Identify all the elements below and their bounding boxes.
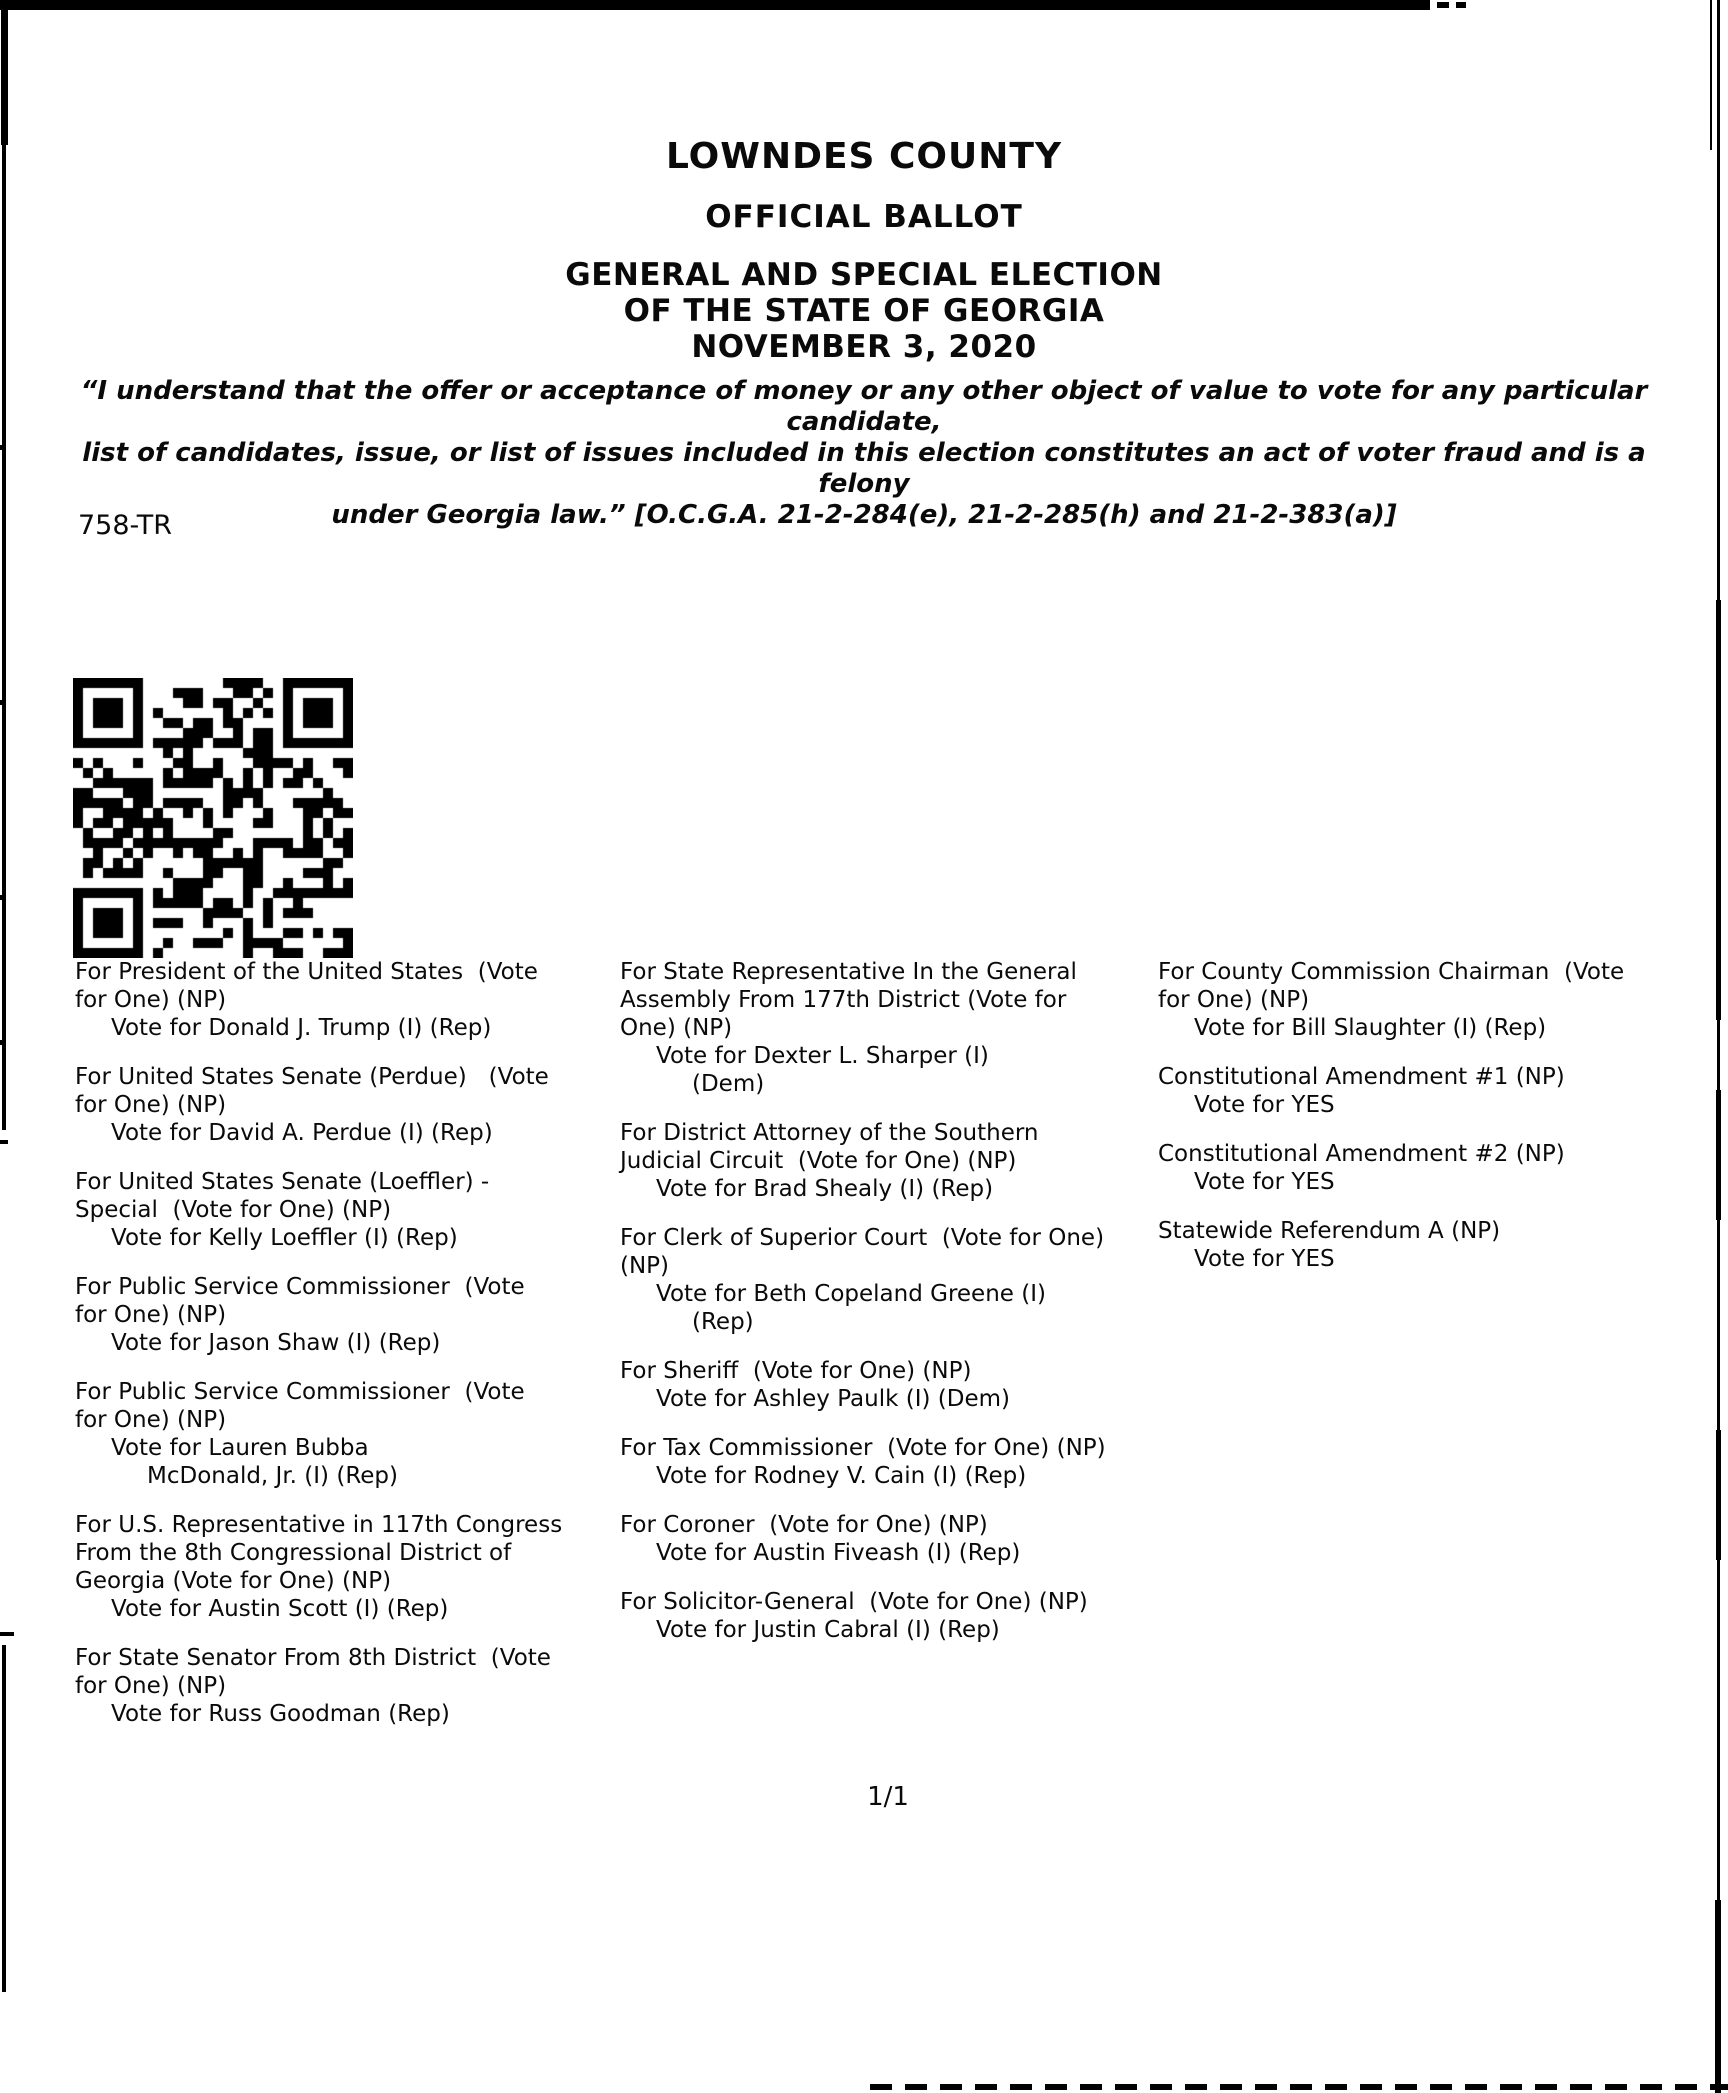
vote-summary-line: Vote for Russ Goodman (Rep) (111, 1701, 450, 1727)
contest-title-line: for One) (NP) (75, 1092, 227, 1118)
contest-title-line: Georgia (Vote for One) (NP) (75, 1568, 392, 1594)
ballot-header (40, 136, 1688, 365)
contest-block (620, 1224, 1160, 1336)
voter-fraud-disclaimer (60, 376, 1668, 531)
contest-block (620, 1357, 1160, 1413)
vote-summary-column-3 (1158, 958, 1693, 1294)
contest-title-line: From the 8th Congressional District of (75, 1540, 512, 1566)
election-title-line: OF THE STATE OF GEORGIA (623, 293, 1105, 329)
contest-title-line: (NP) (620, 1253, 670, 1279)
vote-summary-line: Vote for YES (1194, 1169, 1335, 1195)
top-border-line (0, 0, 1430, 10)
vote-summary-column-2 (620, 958, 1160, 1665)
contest-title-line: For Solicitor-General (Vote for One) (NP) (620, 1589, 1088, 1615)
contest-title-line: For Tax Commissioner (Vote for One) (NP) (620, 1435, 1106, 1461)
top-border-dash (1437, 2, 1449, 8)
scan-speck (0, 700, 6, 705)
precinct-code: 758-TR (78, 510, 173, 541)
vote-summary-line: McDonald, Jr. (I) (Rep) (147, 1463, 398, 1489)
contest-title-line: For United States Senate (Perdue) (Vote (75, 1064, 549, 1090)
contest-block (1158, 1063, 1693, 1119)
left-border-line (2, 1645, 6, 1992)
contest-title-line: Statewide Referendum A (NP) (1158, 1218, 1501, 1244)
vote-summary-line: Vote for Ashley Paulk (I) (Dem) (656, 1386, 1010, 1412)
contest-title-line: Judicial Circuit (Vote for One) (NP) (620, 1148, 1017, 1174)
disclaimer-line: list of candidates, issue, or list of issues included in this election constitutes an act of voter fraud and is a felony (82, 438, 1646, 499)
election-title-line: NOVEMBER 3, 2020 (691, 329, 1037, 365)
vote-summary-line: Vote for Donald J. Trump (I) (Rep) (111, 1015, 492, 1041)
vote-summary-line: (Dem) (692, 1071, 765, 1097)
contest-title-line: Constitutional Amendment #1 (NP) (1158, 1064, 1565, 1090)
right-border-line (1716, 1090, 1721, 1220)
contest-block (1158, 1140, 1693, 1196)
contest-title-line: for One) (NP) (1158, 987, 1310, 1013)
contest-title-line: Assembly From 177th District (Vote for (620, 987, 1067, 1013)
left-border-line (2, 0, 6, 1130)
scan-speck (0, 895, 6, 900)
vote-summary-line: Vote for Justin Cabral (I) (Rep) (656, 1617, 1000, 1643)
scan-speck (0, 1140, 8, 1144)
disclaimer-line: “I understand that the offer or acceptance of money or any other object of value to vote for any particular candidate, (80, 376, 1648, 437)
contest-block (620, 1119, 1160, 1203)
vote-summary-line: Vote for Lauren Bubba (111, 1435, 369, 1461)
contest-block (1158, 1217, 1693, 1273)
scan-speck (0, 445, 6, 450)
vote-summary-line: Vote for Rodney V. Cain (I) (Rep) (656, 1463, 1027, 1489)
contest-title-line: For Clerk of Superior Court (Vote for One) (620, 1225, 1105, 1251)
contest-title-line: Constitutional Amendment #2 (NP) (1158, 1141, 1565, 1167)
vote-summary-column-1 (75, 958, 623, 1749)
vote-summary-line: Vote for Austin Fiveash (I) (Rep) (656, 1540, 1021, 1566)
contest-block (75, 1511, 623, 1623)
scan-speck (0, 1040, 6, 1045)
contest-block (75, 1378, 623, 1490)
contest-title-line: for One) (NP) (75, 1302, 227, 1328)
contest-block (75, 1063, 623, 1147)
right-border-line (1717, 0, 1720, 2093)
vote-summary-line: Vote for Dexter L. Sharper (I) (656, 1043, 989, 1069)
contest-title-line: Special (Vote for One) (NP) (75, 1197, 392, 1223)
vote-summary-line: Vote for Kelly Loeffler (I) (Rep) (111, 1225, 458, 1251)
contest-block (75, 1273, 623, 1357)
contest-title-line: For State Senator From 8th District (Vote (75, 1645, 551, 1671)
vote-summary-line: Vote for Brad Shealy (I) (Rep) (656, 1176, 994, 1202)
contest-title-line: For U.S. Representative in 117th Congress (75, 1512, 563, 1538)
qr-code (73, 678, 353, 958)
vote-summary-line: Vote for David A. Perdue (I) (Rep) (111, 1120, 493, 1146)
vote-summary-line: Vote for Austin Scott (I) (Rep) (111, 1596, 449, 1622)
contest-block (620, 958, 1160, 1098)
contest-block (620, 1434, 1160, 1490)
county-title: LOWNDES COUNTY (665, 136, 1063, 177)
right-border-line (1710, 0, 1712, 150)
contest-title-line: For President of the United States (Vote (75, 959, 538, 985)
vote-summary-line: Vote for Beth Copeland Greene (I) (656, 1281, 1046, 1307)
contest-title-line: For State Representative In the General (620, 959, 1077, 985)
contest-title-line: For County Commission Chairman (Vote (1158, 959, 1625, 985)
right-border-line (1715, 1900, 1721, 2093)
right-border-line (1716, 1430, 1721, 1560)
disclaimer-line: under Georgia law.” [O.C.G.A. 21-2-284(e), 21-2-285(h) and 21-2-383(a)] (331, 500, 1397, 530)
ballot-type-title: OFFICIAL BALLOT (705, 199, 1023, 235)
vote-summary-line: Vote for YES (1194, 1092, 1335, 1118)
contest-block (75, 1168, 623, 1252)
bottom-border-dashes (870, 2084, 1728, 2090)
contest-title-line: for One) (NP) (75, 987, 227, 1013)
contest-block (75, 1644, 623, 1728)
page-number: 1/1 (867, 1782, 909, 1812)
contest-title-line: For Public Service Commissioner (Vote (75, 1379, 525, 1405)
contest-title-line: For District Attorney of the Southern (620, 1120, 1039, 1146)
contest-title-line: For Public Service Commissioner (Vote (75, 1274, 525, 1300)
right-border-line (1716, 600, 1721, 1020)
vote-summary-line: Vote for YES (1194, 1246, 1335, 1272)
left-border-line (1, 0, 8, 145)
election-title (40, 257, 1688, 365)
contest-block (620, 1588, 1160, 1644)
contest-title-line: For United States Senate (Loeffler) - (75, 1169, 490, 1195)
vote-summary-line: (Rep) (692, 1309, 754, 1335)
contest-block (75, 958, 623, 1042)
election-title-line: GENERAL AND SPECIAL ELECTION (565, 257, 1163, 293)
contest-block (1158, 958, 1693, 1042)
vote-summary-line: Vote for Jason Shaw (I) (Rep) (111, 1330, 441, 1356)
contest-title-line: For Sheriff (Vote for One) (NP) (620, 1358, 972, 1384)
contest-title-line: for One) (NP) (75, 1407, 227, 1433)
left-border-tick (0, 1632, 14, 1636)
top-border-dash (1456, 2, 1466, 8)
vote-summary-line: Vote for Bill Slaughter (I) (Rep) (1194, 1015, 1547, 1041)
contest-block (620, 1511, 1160, 1567)
contest-title-line: for One) (NP) (75, 1673, 227, 1699)
contest-title-line: One) (NP) (620, 1015, 733, 1041)
contest-title-line: For Coroner (Vote for One) (NP) (620, 1512, 988, 1538)
